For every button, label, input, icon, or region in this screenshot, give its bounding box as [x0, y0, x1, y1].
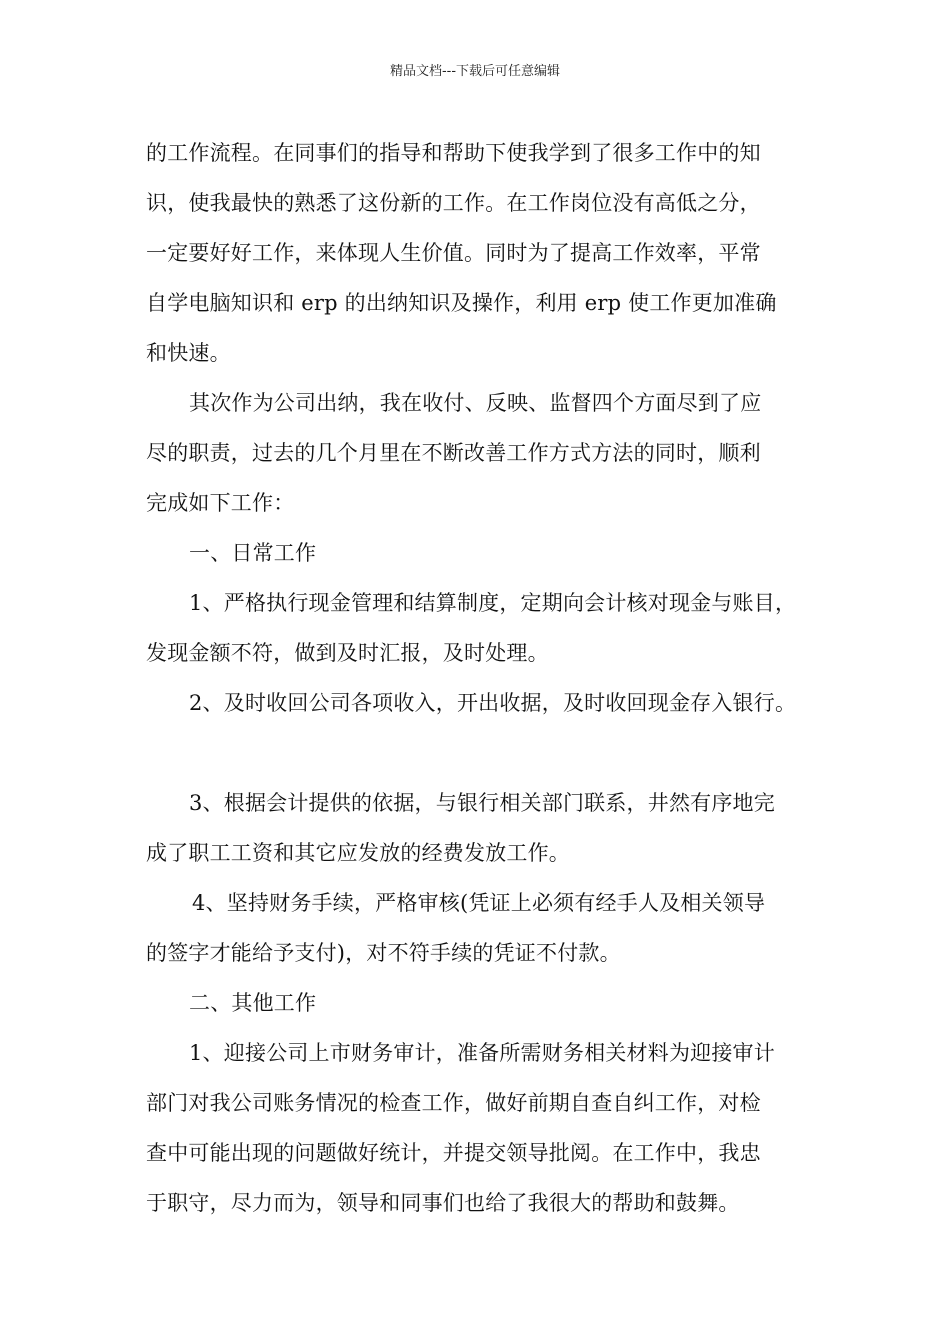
text-line: 的工作流程。在同事们的指导和帮助下使我学到了很多工作中的知 [146, 141, 761, 165]
list-item [146, 878, 826, 978]
text-line: 1、严格执行现金管理和结算制度，定期向会计核对现金与账目， [189, 591, 797, 615]
list-item [146, 778, 826, 878]
text-line: 完成如下工作： [146, 491, 295, 515]
text-line: 4、坚持财务手续，严格审核(凭证上必须有经手人及相关领导 [192, 891, 766, 915]
text-line: 于职守，尽力而为，领导和同事们也给了我很大的帮助和鼓舞。 [146, 1191, 740, 1215]
text-line: 3、根据会计提供的依据，与银行相关部门联系，井然有序地完 [189, 791, 775, 815]
text-line: 部门对我公司账务情况的检查工作，做好前期自查自纠工作，对检 [146, 1091, 761, 1115]
text-line: 尽的职责，过去的几个月里在不断改善工作方式方法的同时，顺利 [146, 441, 761, 465]
list-item [146, 678, 826, 728]
text-line: 其次作为公司出纳，我在收付、反映、监督四个方面尽到了应 [189, 391, 762, 415]
page-header: 精品文档---下载后可任意编辑 [389, 64, 561, 79]
text-line: 自学电脑知识和 erp 的出纳知识及操作，利用 erp 使工作更加准确 [146, 291, 777, 315]
text-line: 的签字才能给予支付)，对不符手续的凭证不付款。 [146, 941, 621, 965]
text-line: 1、迎接公司上市财务审计，准备所需财务相关材料为迎接审计 [189, 1041, 775, 1065]
text-line: 和快速。 [146, 341, 231, 365]
text-line: 识，使我最快的熟悉了这份新的工作。在工作岗位没有高低之分， [146, 191, 761, 215]
text-line: 发现金额不符，做到及时汇报，及时处理。 [146, 641, 549, 665]
list-item [146, 1028, 826, 1228]
text-line: 一定要好好工作，来体现人生价值。同时为了提高工作效率，平常 [146, 241, 761, 265]
section-heading: 二、其他工作 [189, 991, 317, 1015]
document-body [146, 128, 826, 1228]
blank-line [146, 728, 826, 778]
paragraph [146, 378, 826, 528]
section-heading: 一、日常工作 [189, 541, 317, 565]
text-line: 2、及时收回公司各项收入，开出收据，及时收回现金存入银行。 [189, 691, 797, 715]
text-line: 查中可能出现的问题做好统计，并提交领导批阅。在工作中，我忠 [146, 1141, 761, 1165]
list-item [146, 578, 826, 678]
paragraph [146, 128, 826, 378]
text-line: 成了职工工资和其它应发放的经费发放工作。 [146, 841, 570, 865]
